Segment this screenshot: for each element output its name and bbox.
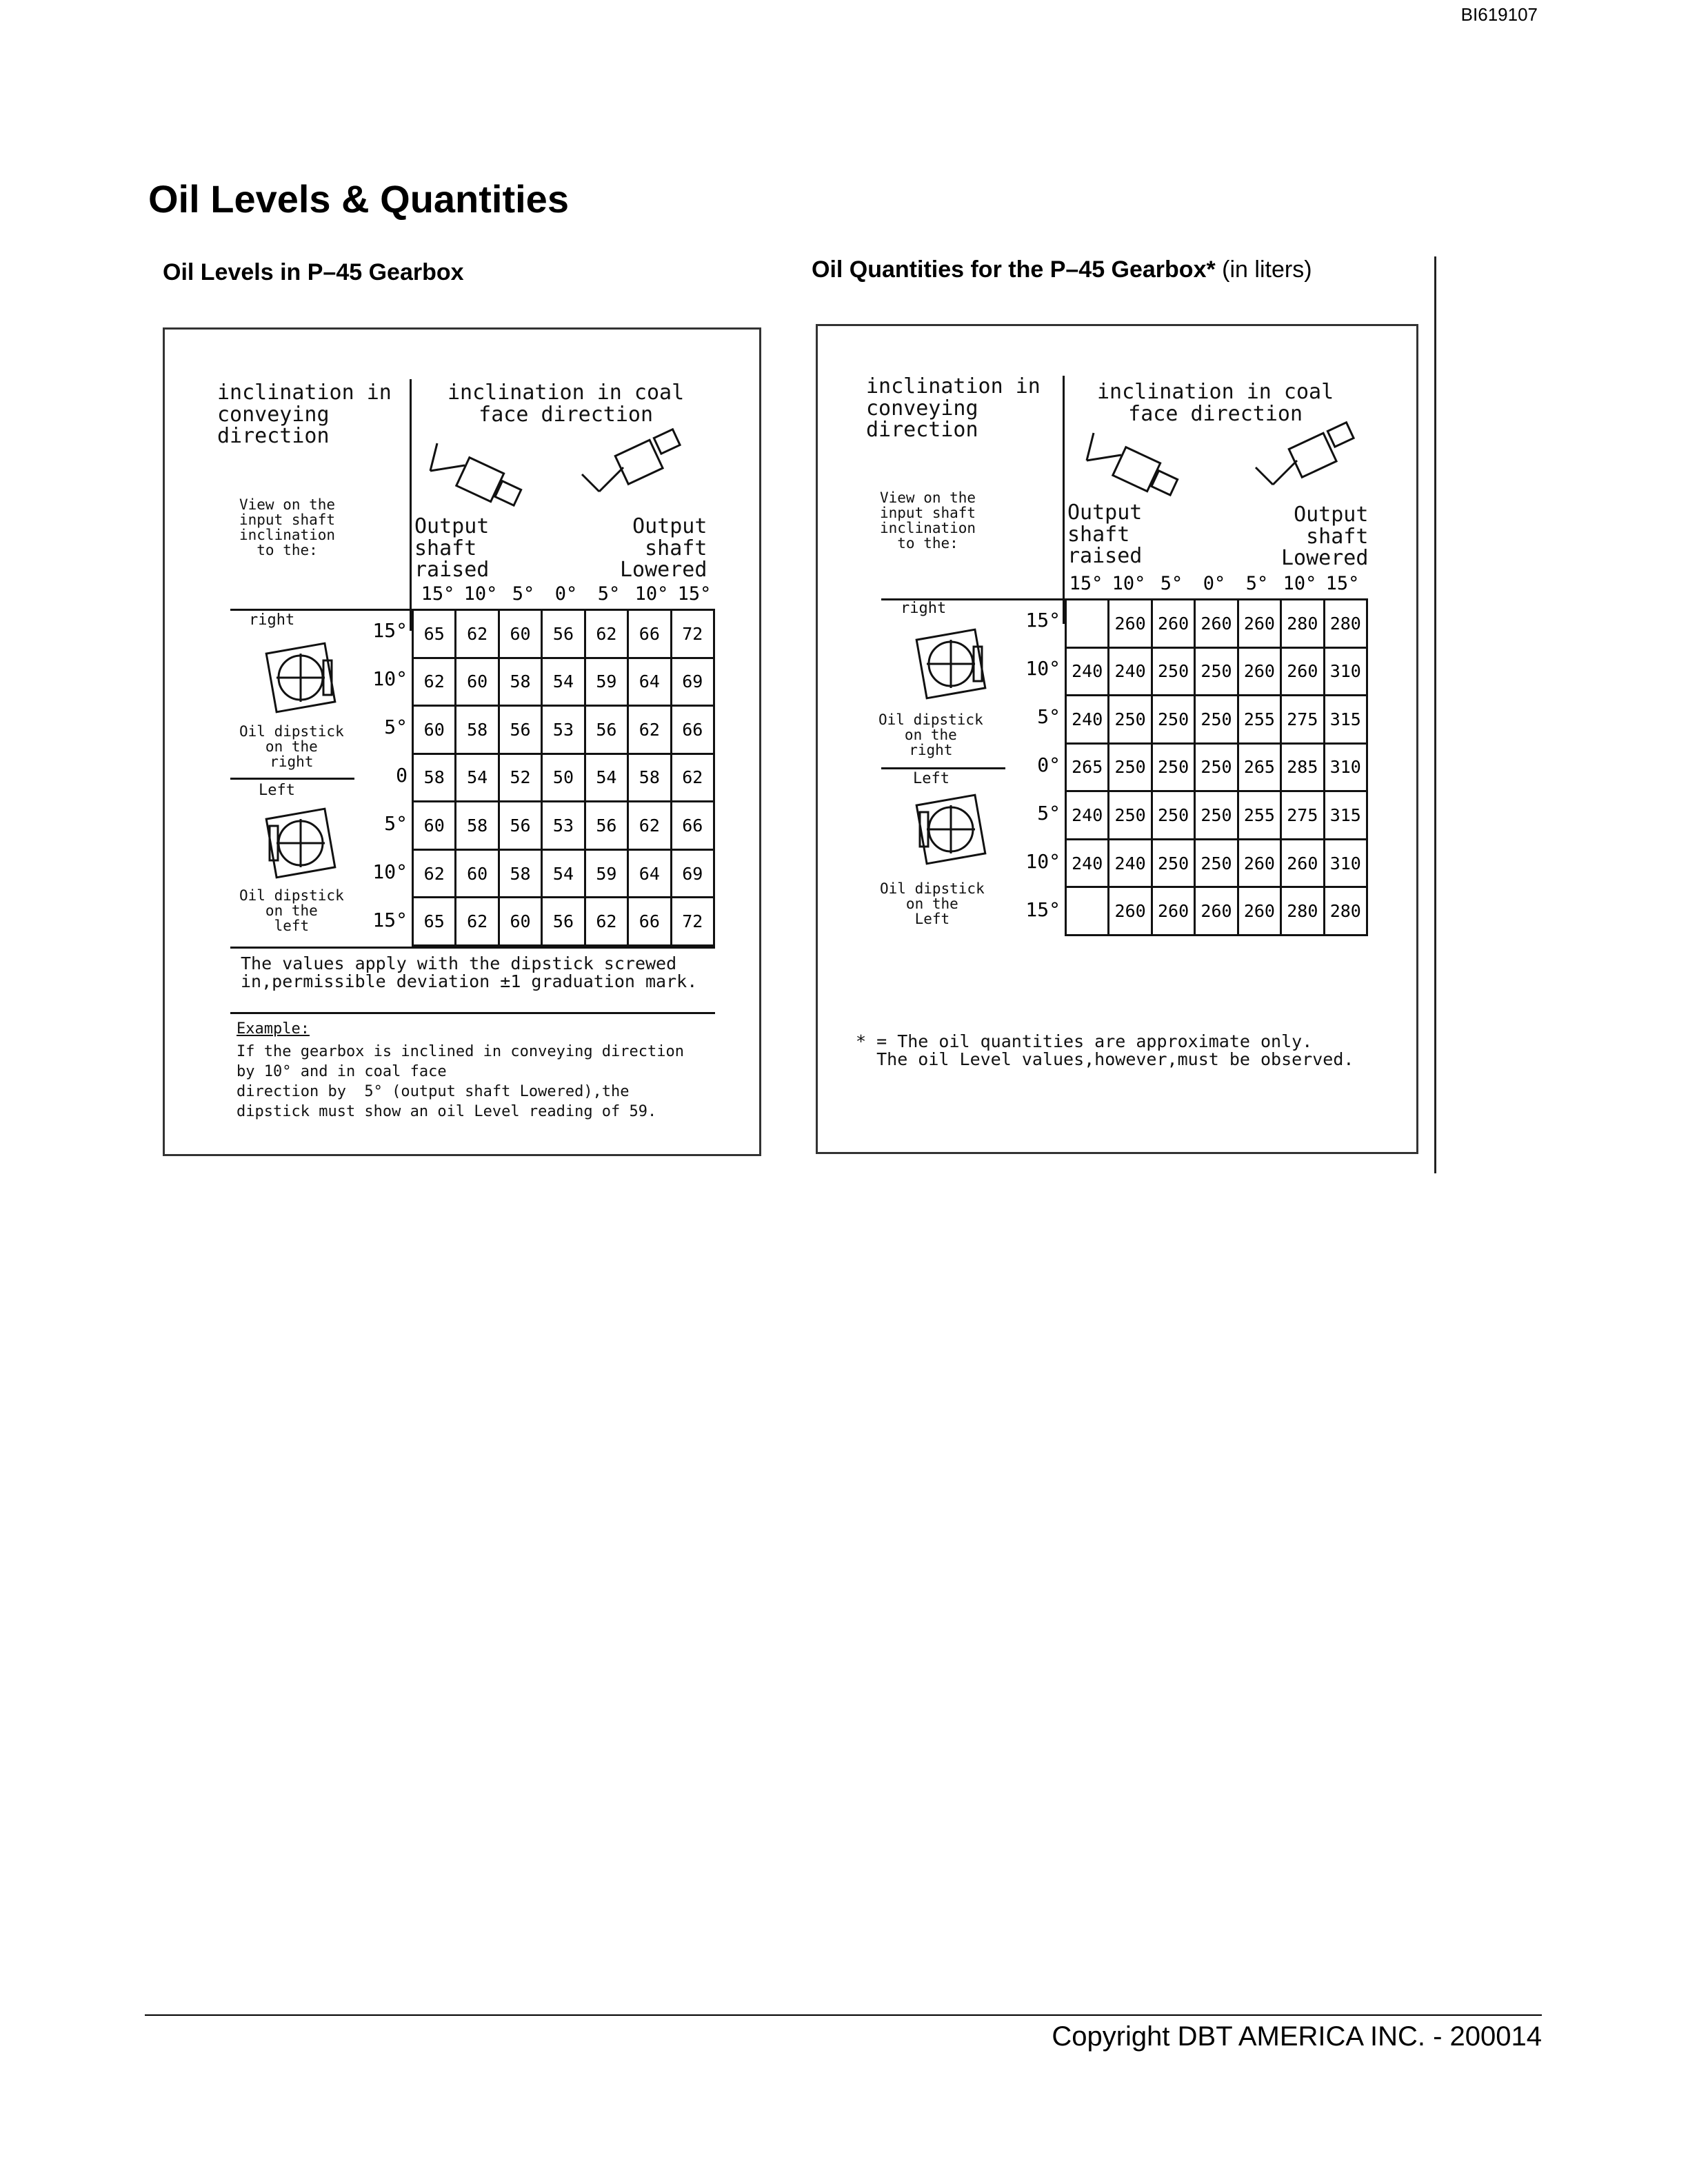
levels-col-head-6: 15° — [677, 583, 712, 605]
table-cell: 250 — [1195, 839, 1238, 887]
table-cell: 250 — [1195, 647, 1238, 696]
table-cell: 54 — [542, 658, 585, 706]
gearbox-right-dipstick-icon — [263, 640, 345, 716]
table-cell: 66 — [628, 610, 671, 658]
levels-col-head-3: 0° — [554, 583, 578, 605]
quantities-row-label-5: 10° — [1025, 850, 1061, 873]
quantities-row-label-4: 5° — [1037, 802, 1061, 825]
table-cell: 240 — [1109, 647, 1152, 696]
table-cell: 62 — [628, 802, 671, 850]
table-cell: 56 — [585, 706, 627, 754]
table-cell: 260 — [1238, 600, 1280, 648]
table-cell — [1066, 887, 1109, 936]
table-cell: 315 — [1324, 696, 1367, 744]
table-cell — [1066, 600, 1109, 648]
table-cell: 53 — [542, 706, 585, 754]
table-row — [413, 658, 714, 706]
table-cell: 62 — [456, 898, 499, 946]
table-row — [1066, 696, 1367, 744]
table-cell: 315 — [1324, 791, 1367, 840]
table-cell: 260 — [1195, 887, 1238, 936]
table-row — [1066, 791, 1367, 840]
footer — [1052, 2021, 1542, 2052]
table-cell: 280 — [1281, 887, 1324, 936]
table-cell: 250 — [1152, 839, 1194, 887]
table-cell: 56 — [585, 802, 627, 850]
table-cell: 240 — [1109, 839, 1152, 887]
levels-left-dipstick-label: Oil dipstick on the left — [239, 887, 344, 935]
levels-raised-label: Output shaft raised — [414, 514, 490, 582]
table-cell: 52 — [499, 754, 541, 802]
levels-col-head-1: 10° — [463, 583, 498, 605]
table-cell: 280 — [1324, 887, 1367, 936]
quantities-col-head-0: 15° — [1069, 573, 1103, 594]
table-row — [1066, 647, 1367, 696]
document-id: BI619107 — [1460, 4, 1538, 25]
table-cell: 58 — [456, 802, 499, 850]
levels-lowered-label: Output shaft Lowered — [620, 514, 707, 582]
gearbox-left-dipstick-icon — [263, 805, 345, 881]
table-cell: 58 — [413, 754, 456, 802]
quantities-left-dipstick-label: Oil dipstick on the Left — [880, 880, 985, 928]
table-cell: 250 — [1152, 743, 1194, 791]
table-row — [1066, 743, 1367, 791]
table-cell: 255 — [1238, 696, 1280, 744]
quantities-row-label-6: 15° — [1025, 898, 1061, 921]
table-cell: 250 — [1109, 696, 1152, 744]
table-cell: 240 — [1066, 696, 1109, 744]
table-row — [413, 849, 714, 898]
table-row — [1066, 887, 1367, 936]
table-cell: 59 — [585, 849, 627, 898]
quantities-table — [1065, 598, 1368, 936]
table-cell: 265 — [1238, 743, 1280, 791]
table-cell: 310 — [1324, 839, 1367, 887]
quantities-lowered-label: Output shaft Lowered — [1281, 503, 1369, 570]
table-cell: 59 — [585, 658, 627, 706]
table-cell: 62 — [413, 849, 456, 898]
quantities-row-label-2: 5° — [1037, 705, 1061, 728]
table-cell: 60 — [456, 658, 499, 706]
table-cell: 53 — [542, 802, 585, 850]
quantities-col-head-3: 0° — [1203, 573, 1226, 594]
levels-example-heading: Example: — [237, 1020, 310, 1038]
table-cell: 60 — [413, 706, 456, 754]
table-cell: 62 — [413, 658, 456, 706]
table-cell: 56 — [499, 802, 541, 850]
table-cell: 60 — [499, 610, 541, 658]
table-cell: 250 — [1195, 791, 1238, 840]
levels-conveying-label: inclination in conveying direction — [217, 381, 392, 448]
quantities-raised-label: Output shaft raised — [1067, 501, 1143, 568]
footer-rule — [145, 2014, 1542, 2016]
table-cell: 250 — [1195, 696, 1238, 744]
levels-right-label: right — [249, 611, 295, 629]
quantities-left-label: Left — [913, 770, 950, 787]
table-cell: 285 — [1281, 743, 1324, 791]
table-cell: 260 — [1238, 887, 1280, 936]
table-cell: 54 — [585, 754, 627, 802]
table-cell: 260 — [1238, 647, 1280, 696]
table-row — [413, 754, 714, 802]
table-cell: 56 — [542, 610, 585, 658]
table-cell: 60 — [413, 802, 456, 850]
levels-left-label: Left — [259, 782, 295, 799]
table-cell: 310 — [1324, 743, 1367, 791]
quantities-title — [812, 256, 1312, 283]
table-cell: 240 — [1066, 839, 1109, 887]
levels-coal-face-label: inclination in coal face direction — [448, 381, 685, 427]
table-cell: 260 — [1195, 600, 1238, 648]
table-cell: 66 — [628, 898, 671, 946]
quantities-col-head-2: 5° — [1160, 573, 1183, 594]
table-cell: 260 — [1152, 600, 1194, 648]
levels-row-label-3: 0 — [396, 764, 408, 787]
quantities-view-label: View on the input shaft inclination to the: — [880, 489, 976, 552]
levels-title: Oil Levels in P–45 Gearbox — [163, 259, 464, 285]
table-cell: 260 — [1109, 887, 1152, 936]
quantities-frame — [816, 324, 1418, 1154]
levels-note: The values apply with the dipstick screwed in,permissible deviation ±1 graduation mark. — [241, 953, 698, 992]
table-cell: 275 — [1281, 791, 1324, 840]
table-cell: 50 — [542, 754, 585, 802]
table-cell: 250 — [1152, 696, 1194, 744]
table-cell: 60 — [499, 898, 541, 946]
quantities-col-head-4: 5° — [1245, 573, 1269, 594]
levels-col-head-0: 15° — [421, 583, 455, 605]
table-cell: 62 — [671, 754, 714, 802]
levels-col-head-5: 10° — [634, 583, 669, 605]
table-cell: 69 — [671, 658, 714, 706]
table-cell: 260 — [1152, 887, 1194, 936]
table-row — [1066, 600, 1367, 648]
table-cell: 62 — [585, 898, 627, 946]
table-cell: 58 — [456, 706, 499, 754]
gearbox-raised-icon — [423, 436, 534, 519]
gearbox-lowered-icon — [575, 426, 685, 509]
page-number: 14 — [1511, 2021, 1542, 2052]
table-row — [413, 802, 714, 850]
levels-col-head-2: 5° — [512, 583, 535, 605]
quantities-row-label-0: 15° — [1025, 609, 1061, 631]
table-row — [413, 898, 714, 946]
table-cell: 250 — [1152, 647, 1194, 696]
table-cell: 56 — [542, 898, 585, 946]
table-cell: 280 — [1324, 600, 1367, 648]
table-cell: 69 — [671, 849, 714, 898]
table-cell: 260 — [1109, 600, 1152, 648]
gearbox-right-dipstick-icon-2 — [913, 626, 996, 702]
table-cell: 66 — [671, 802, 714, 850]
table-row — [413, 706, 714, 754]
table-cell: 62 — [585, 610, 627, 658]
levels-table — [412, 609, 715, 947]
table-cell: 250 — [1152, 791, 1194, 840]
table-cell: 65 — [413, 610, 456, 658]
table-cell: 64 — [628, 658, 671, 706]
table-cell: 280 — [1281, 600, 1324, 648]
table-cell: 62 — [628, 706, 671, 754]
table-cell: 250 — [1109, 791, 1152, 840]
levels-view-label: View on the input shaft inclination to the: — [239, 496, 336, 559]
levels-row-label-4: 5° — [384, 812, 408, 835]
levels-right-dipstick-label: Oil dipstick on the right — [239, 723, 344, 771]
table-cell: 54 — [456, 754, 499, 802]
table-cell: 72 — [671, 610, 714, 658]
table-cell: 250 — [1109, 743, 1152, 791]
gearbox-raised-icon-2 — [1080, 426, 1190, 509]
quantities-col-head-6: 15° — [1325, 573, 1360, 594]
table-cell: 260 — [1281, 647, 1324, 696]
gearbox-lowered-icon-2 — [1249, 419, 1359, 502]
levels-example-text: If the gearbox is inclined in conveying direction by 10° and in coal face direction by 5° (output shaft Lowered),the dipstick must show an oil Level reading of 59. — [237, 1043, 685, 1121]
table-cell: 275 — [1281, 696, 1324, 744]
table-cell: 240 — [1066, 791, 1109, 840]
quantities-right-label: right — [901, 600, 947, 617]
table-cell: 255 — [1238, 791, 1280, 840]
quantities-right-dipstick-label: Oil dipstick on the right — [878, 711, 983, 759]
table-cell: 240 — [1066, 647, 1109, 696]
table-cell: 66 — [671, 706, 714, 754]
table-cell: 260 — [1281, 839, 1324, 887]
quantities-title-text: Oil Quantities for the P–45 Gearbox* — [812, 256, 1216, 283]
table-row — [1066, 839, 1367, 887]
levels-row-label-2: 5° — [384, 716, 408, 738]
table-cell: 260 — [1238, 839, 1280, 887]
quantities-row-label-1: 10° — [1025, 657, 1061, 680]
quantities-col-head-5: 10° — [1283, 573, 1317, 594]
margin-rule — [1434, 256, 1436, 1173]
table-cell: 56 — [499, 706, 541, 754]
page-title: Oil Levels & Quantities — [148, 177, 569, 221]
table-cell: 54 — [542, 849, 585, 898]
levels-row-label-6: 15° — [372, 909, 408, 931]
gearbox-left-dipstick-icon-2 — [913, 791, 996, 867]
table-cell: 62 — [456, 610, 499, 658]
quantities-title-suffix: (in liters) — [1215, 256, 1312, 283]
table-cell: 60 — [456, 849, 499, 898]
levels-row-label-5: 10° — [372, 860, 408, 883]
quantities-row-label-3: 0° — [1037, 754, 1061, 776]
table-cell: 310 — [1324, 647, 1367, 696]
table-cell: 64 — [628, 849, 671, 898]
table-cell: 58 — [499, 658, 541, 706]
quantities-coal-face-label: inclination in coal face direction — [1097, 380, 1334, 426]
levels-row-label-1: 10° — [372, 667, 408, 690]
levels-row-label-0: 15° — [372, 619, 408, 642]
table-cell: 58 — [628, 754, 671, 802]
table-cell: 72 — [671, 898, 714, 946]
quantities-conveying-label: inclination in conveying direction — [866, 374, 1041, 442]
quantities-note: * = The oil quantities are approximate only. The oil Level values,however,must be observed. — [856, 1031, 1354, 1070]
table-row — [413, 610, 714, 658]
quantities-col-head-1: 10° — [1112, 573, 1146, 594]
table-cell: 58 — [499, 849, 541, 898]
levels-col-head-4: 5° — [597, 583, 621, 605]
table-cell: 265 — [1066, 743, 1109, 791]
copyright-text: Copyright DBT AMERICA INC. - 2000 — [1052, 2021, 1511, 2052]
levels-frame — [163, 327, 761, 1156]
table-cell: 250 — [1195, 743, 1238, 791]
table-cell: 65 — [413, 898, 456, 946]
